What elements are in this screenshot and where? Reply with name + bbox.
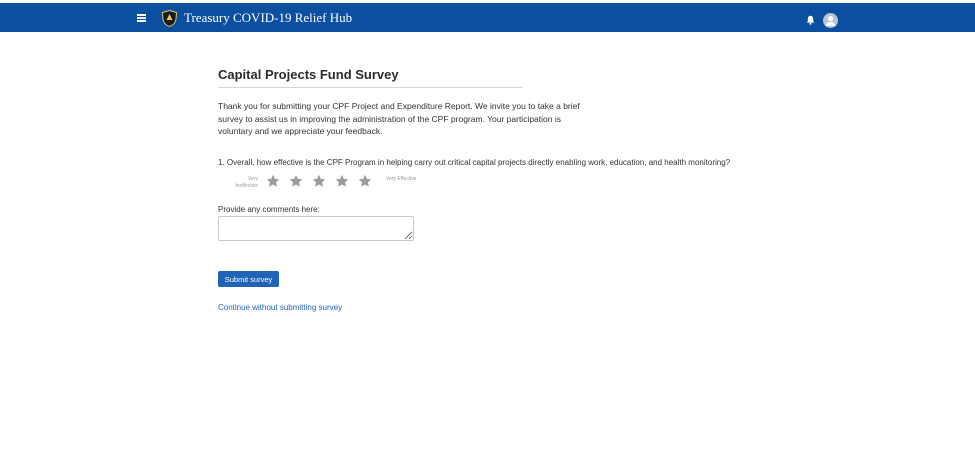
app-title[interactable]: Treasury COVID-19 Relief Hub (184, 10, 353, 25)
submit-survey-button[interactable]: Submit survey (218, 271, 279, 287)
title-divider (218, 87, 523, 88)
rating-high-label: Very Effective (386, 176, 417, 182)
star-icon[interactable] (335, 174, 349, 188)
star-icon[interactable] (312, 174, 326, 188)
question-1-text: 1. Overall, how effective is the CPF Program in helping carry out critical capital projects directly enabling work, education, and health monitoring? (218, 158, 731, 167)
survey-intro-text: Thank you for submitting your CPF Project and Expenditure Report. We invite you to take a brief survey to assist us in improving the administration of the CPF program. Your participation is voluntary and we appreciate your feedback. (218, 101, 580, 136)
hamburger-menu-icon[interactable] (137, 14, 146, 22)
continue-without-submitting-link[interactable]: Continue without submitting survey (218, 303, 343, 312)
comments-label: Provide any comments here: (218, 205, 320, 214)
bell-icon[interactable] (806, 15, 815, 25)
rating-low-label: Very Ineffective (235, 176, 258, 189)
star-rating (266, 173, 372, 191)
star-icon[interactable] (289, 174, 303, 188)
top-navigation-bar (0, 3, 975, 32)
user-avatar-icon[interactable] (823, 13, 838, 28)
star-icon[interactable] (266, 174, 280, 188)
star-icon[interactable] (358, 174, 372, 188)
person-icon (823, 13, 838, 28)
page-title: Capital Projects Fund Survey (218, 67, 399, 82)
comments-textarea[interactable] (218, 216, 414, 241)
treasury-shield-logo-icon[interactable] (162, 10, 177, 27)
